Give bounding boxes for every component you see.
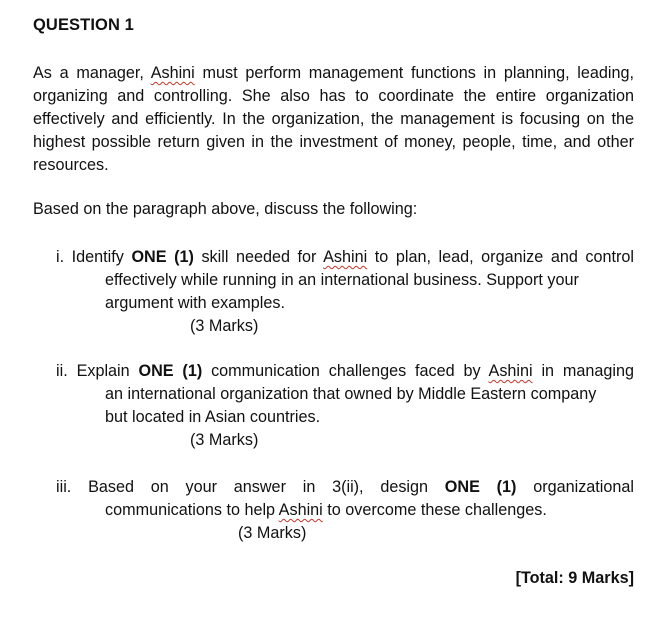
- item-emphasis: ONE (1): [131, 248, 194, 266]
- question-item-ii: [56, 360, 634, 429]
- intro-text-rest: must perform management functions in planning, leading, organizing and controlling. She also has to coordinate the entire organization effectively and efficiently. In the organization, the management is focusing on the highest possible return given in the investment of money, people, time, and other resources.: [33, 64, 635, 174]
- item-emphasis: ONE (1): [138, 362, 203, 380]
- item-line: [56, 476, 634, 499]
- question-title: QUESTION 1: [33, 16, 134, 34]
- item-text: to overcome these challenges.: [322, 501, 547, 519]
- item-text: organizational: [516, 478, 634, 496]
- item-line: effectively while running in an international business. Support your: [105, 271, 579, 289]
- item-text: in managing: [532, 362, 634, 380]
- item-line: an international organization that owned by Middle Eastern company: [105, 385, 597, 403]
- intro-text-start: As a manager,: [33, 64, 151, 82]
- total-marks: [Total: 9 Marks]: [515, 569, 634, 587]
- item-text: skill needed for: [193, 248, 324, 266]
- item-line: argument with examples.: [105, 294, 285, 312]
- person-name: Ashini: [488, 362, 533, 380]
- person-name: Ashini: [323, 248, 368, 266]
- item-line: [105, 499, 634, 522]
- marks-label: (3 Marks): [190, 431, 259, 449]
- item-text: communications to help: [105, 501, 279, 519]
- intro-paragraph: [33, 62, 634, 177]
- item-emphasis: ONE (1): [444, 478, 517, 496]
- item-number: i.: [56, 248, 65, 266]
- item-text: Based on your answer in 3(ii), design: [88, 478, 445, 496]
- item-number: iii.: [56, 478, 72, 496]
- item-line: [56, 360, 634, 383]
- item-text: communication challenges faced by: [202, 362, 489, 380]
- question-item-i: [56, 246, 634, 315]
- marks-label: (3 Marks): [238, 524, 307, 542]
- item-line: [56, 246, 634, 269]
- item-text: to plan, lead, organize and control: [367, 248, 634, 266]
- item-text: Explain: [76, 362, 139, 380]
- marks-label: (3 Marks): [190, 317, 259, 335]
- item-text: Identify: [71, 248, 132, 266]
- discussion-prompt: Based on the paragraph above, discuss the following:: [33, 200, 418, 218]
- item-number: ii.: [56, 362, 68, 380]
- person-name: Ashini: [278, 501, 323, 519]
- item-line: but located in Asian countries.: [105, 408, 321, 426]
- person-name: Ashini: [150, 64, 195, 82]
- question-item-iii: [56, 476, 634, 522]
